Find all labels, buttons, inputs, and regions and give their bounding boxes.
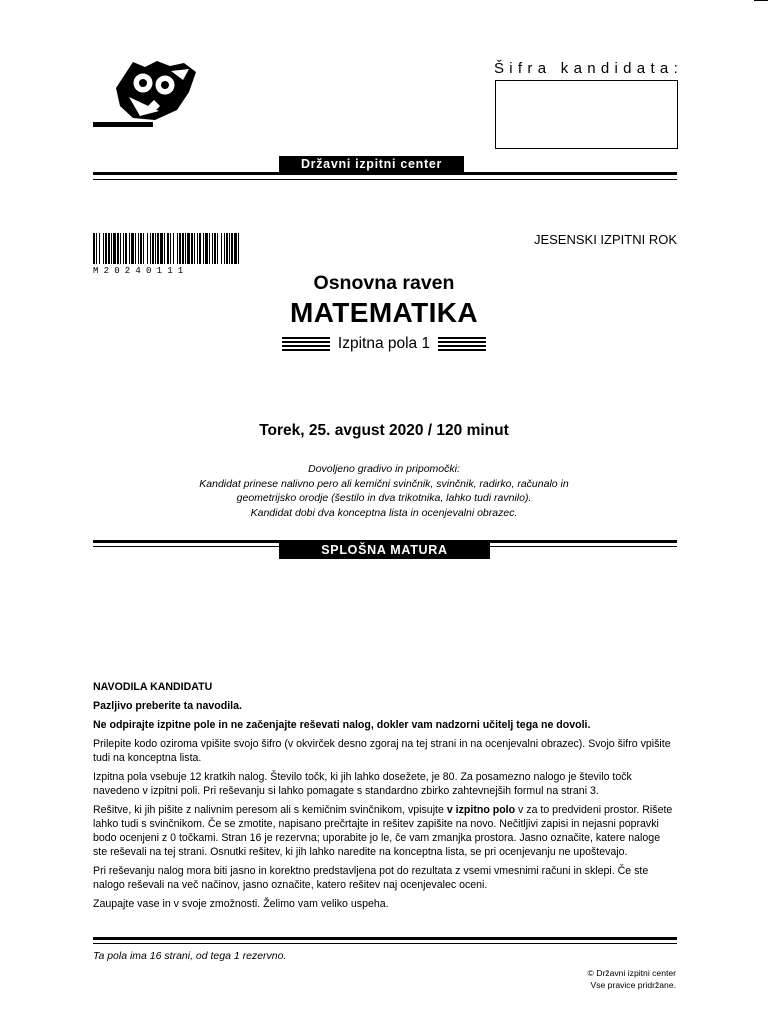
decorative-lines-right	[438, 337, 486, 351]
instructions-p3-start: Rešitve, ki jih pišite z nalivnim peresom ali s kemičnim svinčnikom, vpisujte	[93, 804, 447, 816]
matura-label: SPLOŠNA MATURA	[279, 541, 490, 559]
candidate-code-box[interactable]	[495, 80, 678, 149]
page-count-note: Ta pola ima 16 strani, od tega 1 rezervno.	[93, 950, 287, 962]
barcode-text: M20240111	[93, 266, 189, 276]
footer-thin-rule	[93, 943, 677, 944]
ric-owl-logo	[93, 58, 203, 130]
allowed-title: Dovoljeno gradivo in pripomočki:	[308, 463, 460, 475]
instructions-paragraph-2: Izpitna pola vsebuje 12 kratkih nalog. Število točk, ki jih lahko dosežete, je 80. Za posamezno nalogo je število točk navedeno v izpitni poli. Pri reševanju si lahko pomagate s standardno zbirko zahtevnejših formul na strani 3.	[93, 771, 632, 797]
rights-reserved: Vse pravice pridržane.	[590, 980, 676, 990]
copyright: © Državni izpitni center	[587, 968, 676, 978]
instructions-paragraph-5: Zaupajte vase in v svoje zmožnosti. Želimo vam veliko uspeha.	[93, 898, 389, 910]
allowed-materials	[150, 462, 618, 520]
org-label: Državni izpitni center	[279, 156, 464, 173]
allowed-line-1: Kandidat prinese nalivno pero ali kemični svinčnik, svinčnik, radirko, računalo in	[199, 477, 569, 490]
paper-title: Izpitna pola 1	[337, 335, 431, 352]
exam-term: JESENSKI IZPITNI ROK	[533, 232, 677, 247]
copyright-block	[470, 967, 676, 991]
instructions-read-carefully: Pazljivo preberite ta navodila.	[93, 700, 242, 712]
header-thin-rule	[93, 179, 677, 180]
footer-thick-rule	[93, 937, 677, 940]
instructions-p3-end: v za to predvideni prostor. Rišete lahko tudi s svinčnikom. Če se zmotite, napisano prečrtajte in rešitev zapišite na novo. Nečitljivi zapisi in nejasni popravki bodo ocenjeni z 0 točkami. Stran 16 je rezervna; uporabite jo le, če vam zmanjka prostora. Jasno označite, katere naloge ste reševali na tej strani. Osnutki rešitev, ki jih lahko naredite na konceptna lista, se pri ocenjevanju ne upoštevajo.	[93, 804, 673, 858]
corner-crop-mark	[754, 0, 768, 1]
instructions-title: NAVODILA KANDIDATU	[93, 681, 213, 693]
instructions-paragraph-1: Prilepite kodo oziroma vpišite svojo šifro (v okvirček desno zgoraj na tej strani in na ocenjevalni obrazec). Svojo šifro vpišite tudi na konceptna lista.	[93, 738, 671, 764]
exam-level: Osnovna raven	[313, 272, 455, 294]
decorative-lines-left	[282, 337, 330, 351]
allowed-line-2: geometrijsko orodje (šestilo in dva trikotnika, lahko tudi ravnilo).	[236, 492, 532, 504]
instructions-do-not-open: Ne odpirajte izpitne pole in ne začenjajte reševati nalog, dokler vam nadzorni učitelj tega ne dovoli.	[93, 719, 591, 731]
exam-date-duration: Torek, 25. avgust 2020 / 120 minut	[259, 422, 509, 439]
instructions-paragraph-3	[93, 803, 676, 859]
instructions-p3-bold: v izpitno polo	[446, 804, 516, 816]
candidate-code-label: Šifra kandidata:	[494, 60, 684, 77]
barcode	[93, 233, 253, 264]
paper-row	[93, 335, 675, 353]
instructions-paragraph-4: Pri reševanju nalog mora biti jasno in korektno predstavljena pot do rezultata z vsemi vmesnimi računi in sklepi. Če ste nalogo reševali na več načinov, jasno označite, katero rešitev naj ocenjevalec oceni.	[93, 865, 649, 891]
exam-subject: MATEMATIKA	[289, 297, 479, 328]
allowed-line-3: Kandidat dobi dva konceptna lista in ocenjevalni obrazec.	[250, 506, 518, 519]
instructions	[93, 680, 676, 916]
